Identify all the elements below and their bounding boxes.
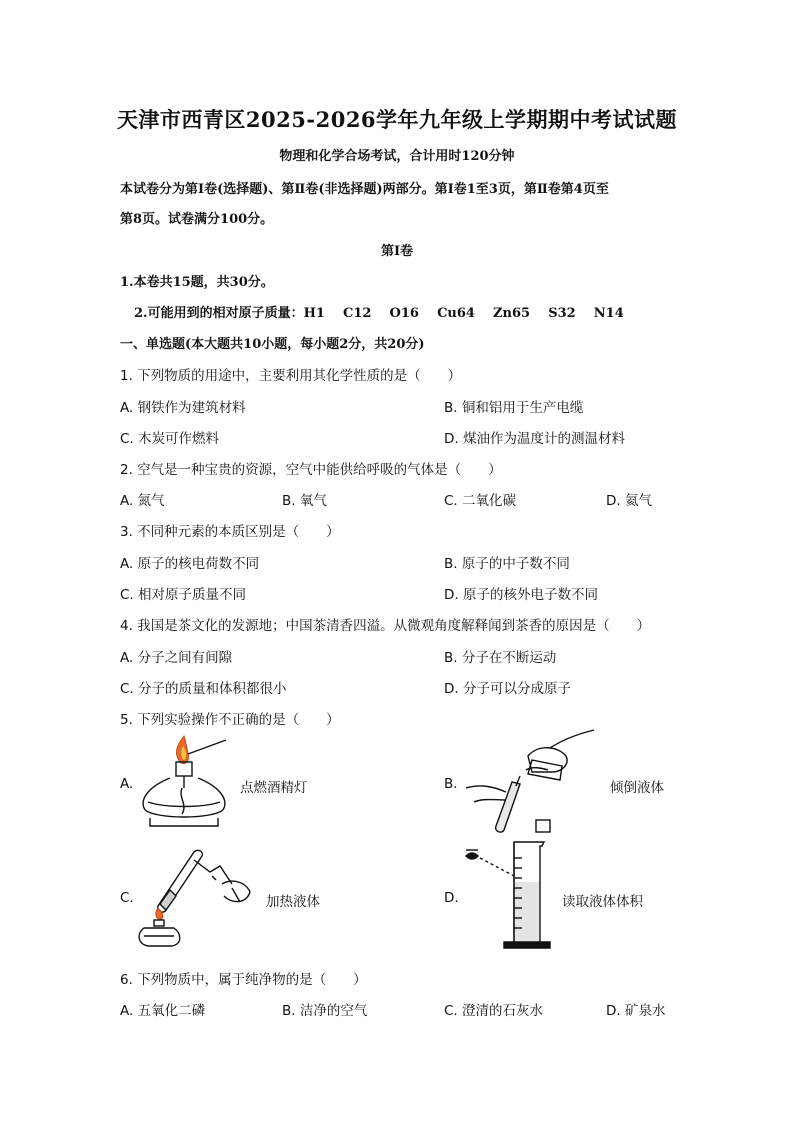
- question-2-option-b[interactable]: B. 氧气: [282, 493, 327, 509]
- question-1-option-c[interactable]: C. 木炭可作燃料: [120, 431, 220, 447]
- question-1-option-a[interactable]: A. 钢铁作为建筑材料: [120, 400, 246, 416]
- question-6-option-d[interactable]: D. 矿泉水: [606, 1003, 666, 1019]
- question-2-option-d[interactable]: D. 氦气: [606, 493, 652, 509]
- section-heading: 一、单选题(本大题共10小题，每小题2分，共20分): [120, 337, 425, 352]
- intro-line-1: 本试卷分为第Ⅰ卷(选择题)、第Ⅱ卷(非选择题)两部分。第Ⅰ卷1至3页，第Ⅱ卷第4页至: [120, 182, 609, 197]
- question-3-option-d[interactable]: D. 原子的核外电子数不同: [444, 587, 598, 603]
- question-5-option-c-letter[interactable]: C.: [120, 890, 134, 906]
- question-3-option-c[interactable]: C. 相对原子质量不同: [120, 587, 247, 603]
- volume-heading: 第Ⅰ卷: [380, 244, 414, 259]
- pouring-liquid-icon: [462, 726, 602, 836]
- question-5-option-d-label: 读取液体体积: [562, 894, 643, 910]
- question-2-stem: 2. 空气是一种宝贵的资源，空气中能供给呼吸的气体是（ ）: [120, 462, 502, 478]
- page-title: 天津市西青区2025-2026学年九年级上学期期中考试试题: [116, 107, 678, 132]
- question-5-option-b-label: 倾倒液体: [610, 780, 664, 796]
- question-4-option-c[interactable]: C. 分子的质量和体积都很小: [120, 681, 287, 697]
- exam-subtitle: 物理和化学合场考试，合计用时120分钟: [279, 149, 515, 164]
- intro-line-2: 第8页。试卷满分100分。: [120, 212, 274, 227]
- question-1-option-d[interactable]: D. 煤油作为温度计的测温材料: [444, 431, 625, 447]
- question-3-option-a[interactable]: A. 原子的核电荷数不同: [120, 556, 260, 572]
- alcohol-lamp-lighting-icon: [136, 732, 232, 832]
- question-3-option-b[interactable]: B. 原子的中子数不同: [444, 556, 570, 572]
- question-1-option-b[interactable]: B. 铜和铝用于生产电缆: [444, 400, 584, 416]
- note-1: 1.本卷共15题，共30分。: [120, 275, 274, 290]
- question-4-stem: 4. 我国是茶文化的发源地；中国茶清香四溢。从微观角度解释闻到茶香的原因是（ ）: [120, 618, 651, 634]
- question-2-option-a[interactable]: A. 氮气: [120, 493, 165, 509]
- question-2-option-c[interactable]: C. 二氧化碳: [444, 493, 517, 509]
- question-5-option-d-letter[interactable]: D.: [444, 890, 459, 906]
- question-6-option-b[interactable]: B. 洁净的空气: [282, 1003, 368, 1019]
- question-5-option-a-label: 点燃酒精灯: [240, 780, 308, 796]
- question-3-stem: 3. 不同种元素的本质区别是（ ）: [120, 524, 340, 540]
- question-4-option-b[interactable]: B. 分子在不断运动: [444, 650, 557, 666]
- graduated-cylinder-reading-icon: [462, 838, 558, 956]
- note-2-atomic-masses: 2.可能用到的相对原子质量：H1 C12 O16 Cu64 Zn65 S32 N14: [134, 306, 624, 321]
- question-5-option-c-label: 加热液体: [266, 894, 320, 910]
- question-4-option-a[interactable]: A. 分子之间有间隙: [120, 650, 233, 666]
- question-1-stem: 1. 下列物质的用途中，主要利用其化学性质的是（ ）: [120, 368, 462, 384]
- question-6-option-c[interactable]: C. 澄清的石灰水: [444, 1003, 544, 1019]
- question-4-option-d[interactable]: D. 分子可以分成原子: [444, 681, 571, 697]
- question-5-stem: 5. 下列实验操作不正确的是（ ）: [120, 712, 340, 728]
- question-5-option-a-letter[interactable]: A.: [120, 776, 134, 792]
- question-6-stem: 6. 下列物质中，属于纯净物的是（ ）: [120, 972, 367, 988]
- question-5-option-b-letter[interactable]: B.: [444, 776, 458, 792]
- heating-liquid-icon: [136, 844, 260, 950]
- question-6-option-a[interactable]: A. 五氧化二磷: [120, 1003, 206, 1019]
